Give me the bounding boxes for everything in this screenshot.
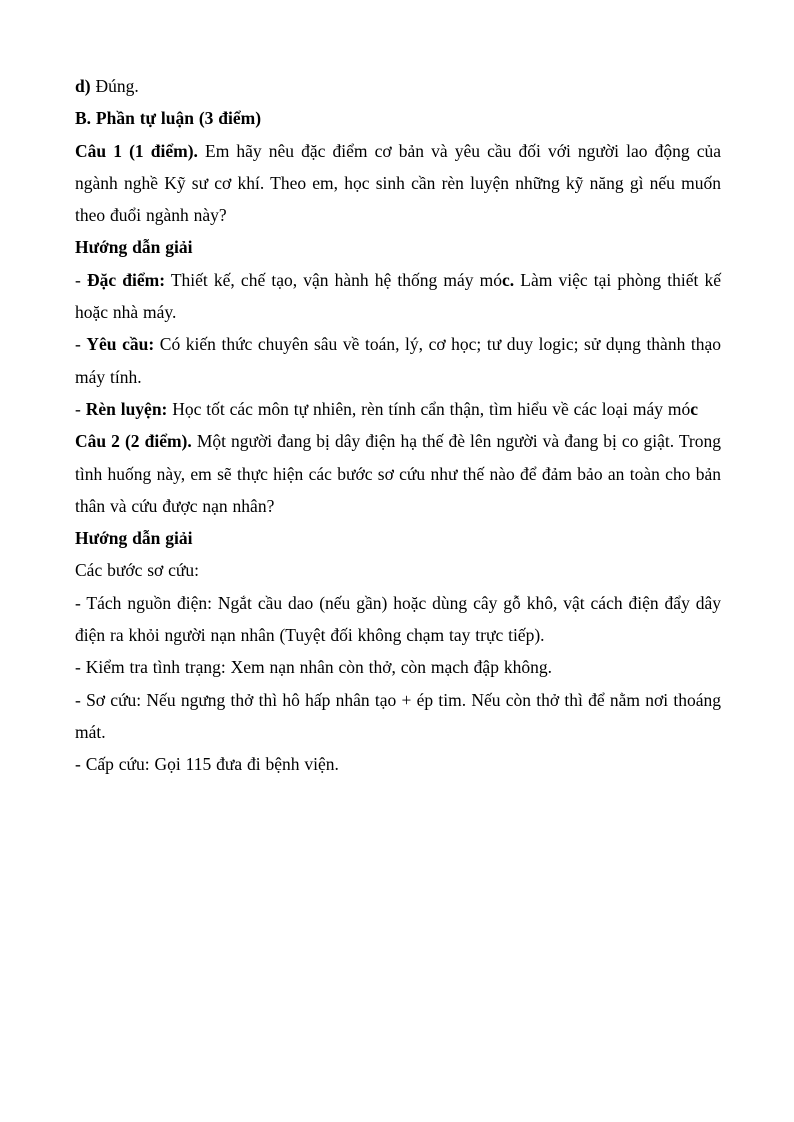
paragraph bbox=[75, 393, 721, 425]
paragraph bbox=[75, 231, 721, 263]
bold-text-run: c. bbox=[502, 269, 515, 290]
paragraph bbox=[75, 328, 721, 393]
text-run: Làm việc tại phòng thiết kế hoặc nhà máy. bbox=[75, 269, 722, 323]
text-run: Đúng. bbox=[90, 76, 139, 96]
paragraph bbox=[75, 684, 721, 749]
paragraph bbox=[75, 522, 721, 554]
paragraph bbox=[75, 102, 721, 134]
paragraph bbox=[75, 264, 721, 329]
paragraph bbox=[75, 748, 721, 780]
paragraph bbox=[75, 651, 721, 683]
text-run: - Sơ cứu: Nếu ngưng thở thì hô hấp nhân tạo + ép tim. Nếu còn thở thì để nằm nơi thoáng mát. bbox=[75, 689, 721, 742]
bold-text-run: Câu 2 (2 điểm). bbox=[75, 431, 192, 452]
text-run: Học tốt các môn tự nhiên, rèn tính cẩn thận, tìm hiểu về các loại máy mó bbox=[167, 398, 691, 419]
bold-text-run: B. Phần tự luận (3 điểm) bbox=[75, 108, 262, 129]
bold-text-run: d) bbox=[75, 76, 91, 96]
bold-text-run: c bbox=[690, 398, 699, 419]
document-page-body bbox=[75, 70, 721, 781]
paragraph bbox=[75, 554, 721, 586]
bold-text-run: Yêu cầu: bbox=[86, 334, 155, 355]
bold-text-run: Rèn luyện: bbox=[85, 398, 168, 419]
text-run: - Tách nguồn điện: Ngắt cầu dao (nếu gần) hoặc dùng cây gỗ khô, vật cách điện đẩy dây điện ra khỏi người nạn nhân (Tuyệt đối không chạm tay trực tiếp). bbox=[75, 592, 721, 646]
text-run: - bbox=[75, 269, 87, 290]
bold-text-run: Câu 1 (1 điểm). bbox=[75, 140, 198, 161]
bold-text-run: Hướng dẫn giải bbox=[75, 237, 193, 258]
paragraph bbox=[75, 425, 721, 522]
bold-text-run: Hướng dẫn giải bbox=[75, 528, 193, 549]
paragraph bbox=[75, 135, 721, 232]
paragraph bbox=[75, 587, 721, 652]
bold-text-run: Đặc điểm: bbox=[86, 269, 166, 290]
text-run: - bbox=[75, 398, 86, 419]
text-run: - Kiểm tra tình trạng: Xem nạn nhân còn thở, còn mạch đập không. bbox=[75, 657, 552, 678]
text-run: Một người đang bị dây điện hạ thế đè lên người và đang bị co giật. Trong tình huống này, em sẽ thực hiện các bước sơ cứu như thế nào để đảm bảo an toàn cho bản thân và cứu được nạn nhân? bbox=[75, 431, 722, 516]
text-run: - bbox=[75, 334, 87, 355]
paragraph bbox=[75, 70, 721, 102]
text-run: Thiết kế, chế tạo, vận hành hệ thống máy mó bbox=[165, 269, 503, 290]
text-run: Có kiến thức chuyên sâu về toán, lý, cơ học; tư duy logic; sử dụng thành thạo máy tính. bbox=[75, 334, 722, 387]
text-run: - Cấp cứu: Gọi 115 đưa đi bệnh viện. bbox=[75, 754, 339, 775]
text-run: Các bước sơ cứu: bbox=[75, 560, 200, 581]
text-run: Em hãy nêu đặc điểm cơ bản và yêu cầu đối với người lao động của ngành nghề Kỹ sư cơ khí. Theo em, học sinh cần rèn luyện những kỹ năng gì nếu muốn theo đuổi ngành này? bbox=[75, 140, 722, 226]
